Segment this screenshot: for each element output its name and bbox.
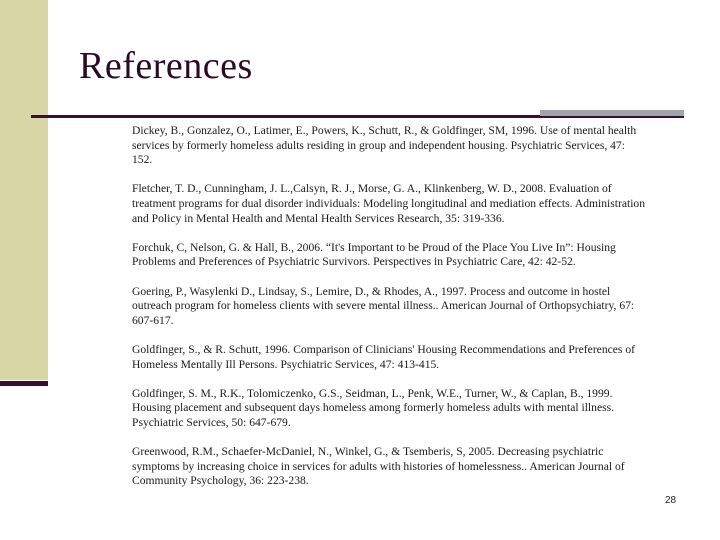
left-accent-underline [0,381,48,386]
reference-list [132,124,672,503]
reference-item: Greenwood, R.M., Schaefer-McDaniel, N., Winkel, G., & Tsemberis, S, 2005. Decreasing psychiatric symptoms by increasing choice in services for adults with histories of homelessness.. American Journal of Community Psychology, 36: 223-238. [132,445,625,488]
reference-item: Fletcher, T. D., Cunningham, J. L.,Calsyn, R. J., Morse, G. A., Klinkenberg, W. D., 2008. Evaluation of treatment programs for dual disorder individuals: Modeling longitudinal and mediation effects. Administration and Policy in Mental Health and Mental Health Services Research, 35: 319-336. [132,182,646,225]
reference-item: Forchuk, C, Nelson, G. & Hall, B., 2006. “It's Important to be Proud of the Place You Live In”: Housing Problems and Preferences of Psychiatric Survivors. Perspectives in Psychiatric Care, 42: 42-52. [132,240,616,269]
reference-item: Goldfinger, S., & R. Schutt, 1996. Comparison of Clinicians' Housing Recommendations and Preferences of Homeless Mentally Ill Persons. Psychiatric Services, 47: 413-415. [132,342,635,371]
reference-item: Goering, P., Wasylenki D., Lindsay, S., Lemire, D., & Rhodes, A., 1997. Process and outcome in hostel outreach program for homeless clients with severe mental illness.. American Journal of Orthopsychiatry, 67: 607-617. [132,284,635,327]
left-accent-band [0,0,48,380]
slide-title: References [79,45,253,87]
reference-item: Dickey, B., Gonzalez, O., Latimer, E., Powers, K., Schutt, R., & Goldfinger, SM, 1996. Use of mental health services by formerly homeless adults residing in group and independent housing. Psychiatric Services, 47: 152. [132,124,637,167]
page-number: 28 [665,495,677,506]
reference-item: Goldfinger, S. M., R.K., Tolomiczenko, G.S., Seidman, L., Penk, W.E., Turner, W., & Caplan, B., 1999. Housing placement and subsequent days homeless among formerly homeless adults with mental illness. Psychiatric Services, 50: 647-679. [132,386,615,429]
title-divider-accent [540,110,684,116]
